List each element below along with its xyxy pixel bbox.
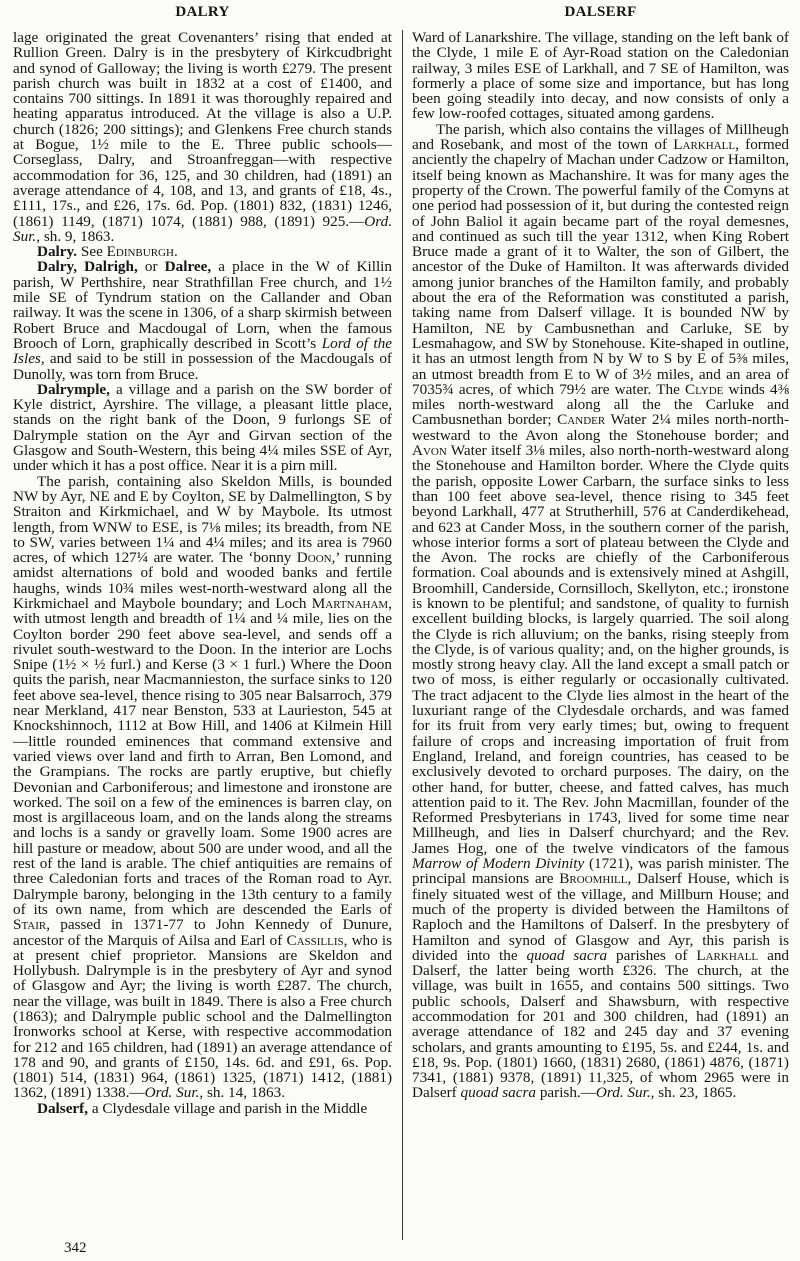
text-run: , Dalserf House, which is finely situated west of the village, and Millburn House; and much of the property is divided between the Hamiltons of Raploch and the Hamiltons of Dalserf. In the presbytery of Hamilton and synod of Glasgow and Ayr, this parish is divided into the — [412, 870, 789, 964]
small-caps-reference: Broomhill — [559, 870, 628, 888]
text-run: , sh. 23, 1865. — [650, 1084, 737, 1102]
continued-paragraph — [13, 30, 392, 244]
small-caps-reference: Cander — [557, 411, 606, 429]
entry-paragraph — [13, 474, 392, 1101]
text-run: or — [137, 258, 165, 276]
running-head-left: DALRY — [175, 4, 230, 20]
entry-headword: Dalrymple, — [37, 380, 110, 398]
italic-text: Ord. Sur. — [13, 212, 392, 245]
text-run: , and said to be still in possession of the Macdougals of Dunolly, was torn from Bruce. — [13, 350, 392, 383]
text-run: Water 2¼ miles north-north-westward to the Avon along the Stonehouse border; and — [412, 411, 789, 444]
text-run: The parish, containing also Skeldon Mills, is bounded NW by Ayr, NE and E by Coylton, SE by Dalmellington, S by Straiton and Kirkmichael, and W by Maybole. Its utmost length, from WNW to ESE, is 7⅛ miles; its breadth, from NE to SW, varies between 1¼ and 4¼ miles; and its area is 7960 acres, of which 127¼ are water. The ‘bonny — [13, 472, 392, 567]
right-column — [412, 0, 789, 1101]
italic-text: Marrow of Modern Divinity — [412, 855, 585, 873]
italic-text: Lord of the Isles — [13, 334, 392, 368]
entry-paragraph — [13, 259, 392, 381]
text-run: , sh. 9, 1863. — [36, 227, 115, 245]
small-caps-reference: Larkhall — [696, 946, 759, 964]
text-run: and Dalserf, the latter being worth £326. The church, at the village, was built in 1655, and contains 500 sittings. Two public schools, Dalserf and Shawsburn, with respective accommodation for 201 and 300 children, had (1891) an average attendance of 182 and 245 day and 37 evening scholars, and grants amounting to £195, 5s. and £244, 1s. and £18, 9s. Pop. (1801) 1660, (1831) 2680, (1861) 4876, (1871) 7341, (1881) 9378, (1891) 11,325, of whom 2965 were in Dalserf — [412, 946, 790, 1102]
text-run: , sh. 14, 1863. — [199, 1084, 285, 1102]
italic-text: Ord. Sur. — [144, 1084, 200, 1102]
text-run: ,’ running amidst alternations of bold and wooded banks and fertile haughs, winds 10¾ miles west-north-westward along all the Kirkmichael and Maybole boundary; and Loch — [13, 549, 392, 612]
continued-paragraph — [412, 30, 789, 122]
text-run: Water itself 3⅛ miles, also north-north-westward along the Stonehouse and Hamilton border. Where the Clyde quits the parish, opposite Lower Carbarn, the surface sinks to less than 100 feet above sea-level, thence rising to 345 feet beyond Larkhall, 477 at Strutherhill, 576 at Canderdikehead, and 623 at Cander Moss, in the southern corner of the parish, whose interior forms a sort of plateau between the Clyde and the Avon. The rocks are chiefly of the Carboniferous formation. Coal abounds and is extensively mined at Ashgill, Broomhill, Canderside, Cornsilloch, Skellyton, etc.; ironstone is known to be plentiful; and sandstone, of quality to furnish excellent building blocks, is largely quarried. The soil along the Clyde is rich alluvium; on the banks, rising steeply from the Clyde, is of various quality; and, on the higher grounds, is mostly strong heavy clay. All the land except a small patch or two of moss, is either regularly or occasionally cultivated. The tract adjacent to the Clyde lies almost in the heart of the luxuriant range of the Clydesdale orchards, and was famed for its fruit from very early times; but, owing to frequent failure of crops and increasing importation of fruit from England, Ireland, and foreign countries, has ceased to be exclusively devoted to orchard purposes. The dairy, on the other hand, for butter, cheese, and fatted calves, has much attention paid to it. The Rev. John Macmillan, founder of the Reformed Presbyterians in 1743, lived for some time near Millheugh, and lies in Dalserf churchyard; and the Rev. James Hog, one of the twelve vindicators of the famous — [412, 442, 789, 857]
entry-headword: Dalserf, — [37, 1099, 89, 1117]
text-run: a Clydesdale village and parish in the Middle — [88, 1099, 368, 1117]
text-run: , formed anciently the chapelry of Machan under Cadzow or Hamilton, itself being known as Machanshire. It was for many ages the property of the Crown. The powerful family of the Comyns at one period had possession of it, but during the contested reign of John Baliol it again became part of the royal demesnes, and continued as such till the year 1312, when King Robert Bruce made a grant of it to Walter, the son of Gilbert, the ancestor of the Duke of Hamilton. It was afterwards divided among junior branches of the Hamilton family, and probably about the era of the Reformation was constituted a parish, taking name from Dalserf village. It is bounded NW by Hamilton, NE by Cambusnethan and Carluke, SE by Lesmahagow, and SW by Stonehouse. Kite-shaped in outline, it has an utmost length from N by W to S by E of 5⅜ miles, an utmost breadth from E to W of 3½ miles, and an area of 7035¾ acres, of which 79½ are water. The — [412, 136, 789, 398]
text-run: lage originated the great Covenanters’ rising that ended at Rullion Green. Dalry is in the presbytery of Kirkcudbright and synod of Galloway; the living is worth £279. The present parish church was built in 1832 at a cost of £1400, and contains 700 sittings. In 1891 it was thoroughly repaired and heating apparatus introduced. At the village is also a U.P. church (1826; 200 sittings); and Glenkens Free church stands at Bogue, 1½ mile to the E. Three public schools—Corseglass, Dalry, and Stroanfreggan—with respective accommodation for 36, 125, and 30 children, had (1891) an average attendance of 4, 108, and 13, and grants of £18, 4s., £111, 17s., and £26, 17s. 6d. Pop. (1801) 832, (1831) 1246, (1861) 1149, (1871) 1074, (1881) 988, (1891) 925.— — [13, 29, 392, 230]
small-caps-reference: Edinburgh — [106, 243, 174, 261]
entry-paragraph — [13, 244, 392, 259]
entry-headword: Dalree, — [164, 258, 212, 276]
italic-text: quoad sacra — [460, 1084, 537, 1102]
text-run: The parish, which also contains the villages of Millheugh and Rosebank, and most of the town of — [412, 120, 789, 154]
text-run: winds 4⅜ miles north-westward along all the the Carluke and Cambusnethan border; — [412, 380, 789, 429]
column-text — [412, 30, 789, 1101]
column-divider — [402, 30, 403, 1240]
column-text — [13, 30, 392, 1116]
italic-text: quoad sacra — [526, 946, 608, 964]
text-run: parishes of — [607, 946, 697, 964]
text-run: Ward of Lanarkshire. The village, standing on the left bank of the Clyde, 1 mile E of Ayr-Road station on the Caledonian railway, 3 miles ESE of Larkhall, and 7 SE of Hamilton, was formerly a place of some size and importance, but has long been going steadily into decay, and now consists of only a few low-roofed cottages, situated among gardens. — [412, 29, 789, 123]
small-caps-reference: Doon — [296, 549, 332, 567]
entry-paragraph — [13, 382, 392, 474]
entry-paragraph — [13, 1101, 392, 1116]
small-caps-reference: Avon — [412, 442, 447, 460]
small-caps-reference: Larkhall — [673, 136, 736, 154]
small-caps-reference: Cassillis — [286, 931, 344, 949]
text-run: a village and a parish on the SW border of Kyle district, Ayrshire. The village, a pleasant little place, stands on the right bank of the Doon, 9 furlongs SE of Dalrymple station on the Ayr and Girvan section of the Glasgow and South-Western, this being 4¼ miles SSE of Ayr, under which it has a post office. Near it is a pirn mill. — [13, 380, 392, 475]
left-column — [13, 0, 392, 1116]
text-run: See — [77, 243, 107, 261]
italic-text: Ord. Sur. — [595, 1084, 651, 1102]
small-caps-reference: Stair — [13, 916, 47, 934]
entry-paragraph — [412, 122, 789, 1101]
text-run: , who is at present chief proprietor. Mansions are Skeldon and Hollybush. Dalrymple is in the presbytery of Ayr and synod of Glasgow and Ayr; the living is worth £287. The church, near the village, was built in 1849. There is also a Free church (1863); and Dalrymple public school and the Dalmellington Ironworks school at Kerse, with respective accommodation for 212 and 165 children, had (1891) an average attendance of 178 and 90, and grants of £150, 14s. 6d. and £91, 6s. Pop. (1801) 514, (1831) 964, (1861) 1325, (1871) 1412, (1881) 1362, (1891) 1338.— — [13, 931, 393, 1102]
entry-headword: Dalry, Dalrigh, — [37, 258, 138, 276]
entry-headword: Dalry. — [37, 243, 78, 261]
small-caps-reference: Clyde — [685, 380, 724, 398]
text-run: , passed in 1371-77 to John Kennedy of Dunure, ancestor of the Marquis of Ailsa and Earl of — [13, 916, 392, 949]
page-number: 342 — [64, 1240, 87, 1256]
small-caps-reference: Martnaham — [311, 594, 389, 612]
running-head-right: DALSERF — [564, 4, 637, 20]
text-run: , with utmost length and breadth of 1¼ and ¼ mile, lies on the Coylton border 290 feet above sea-level, and sends off a rivulet south-westward to the Doon. In the interior are Lochs Snipe (1½ × ½ furl.) and Kerse (3 × 1 furl.) Where the Doon quits the parish, near Macmannieston, the surface sinks to 120 feet above sea-level, thence rising to 305 near Balsarroch, 379 near Merkland, 417 near Benston, 533 at Laurieston, 545 at Knockshinnoch, 1112 at Bow Hill, and 1406 at Kilmein Hill—little rounded eminences that command extensive and varied views over land and firth to Arran, Ben Lomond, and the Grampians. The rocks are partly eruptive, but chiefly Devonian and Carboniferous; and limestone and ironstone are worked. The soil on a few of the eminences is barren clay, on most is argillaceous loam, and on the lands along the streams and lochs is a sandy or gravelly loam. Some 1900 acres are hill pasture or meadow, about 500 are under wood, and all the rest of the land is arable. The chief antiquities are remains of three Caledonian forts and traces of the Roman road to Ayr. Dalrymple barony, belonging in the 13th century to a family of its own name, from which are descended the Earls of — [13, 594, 392, 918]
text-run: . — [173, 243, 178, 261]
text-run: a place in the W of Killin parish, W Perthshire, near Strathfillan Free church, and 1½ mile SE of Tyndrum station on the Callander and Oban railway. It was the scene in 1306, of a sharp skirmish between Robert Bruce and Macdougal of Lorn, when the famous Brooch of Lorn, graphically described in Scott’s — [13, 258, 392, 352]
text-run: parish.— — [536, 1084, 596, 1102]
text-run: (1721), was parish minister. The principal mansions are — [412, 855, 790, 888]
